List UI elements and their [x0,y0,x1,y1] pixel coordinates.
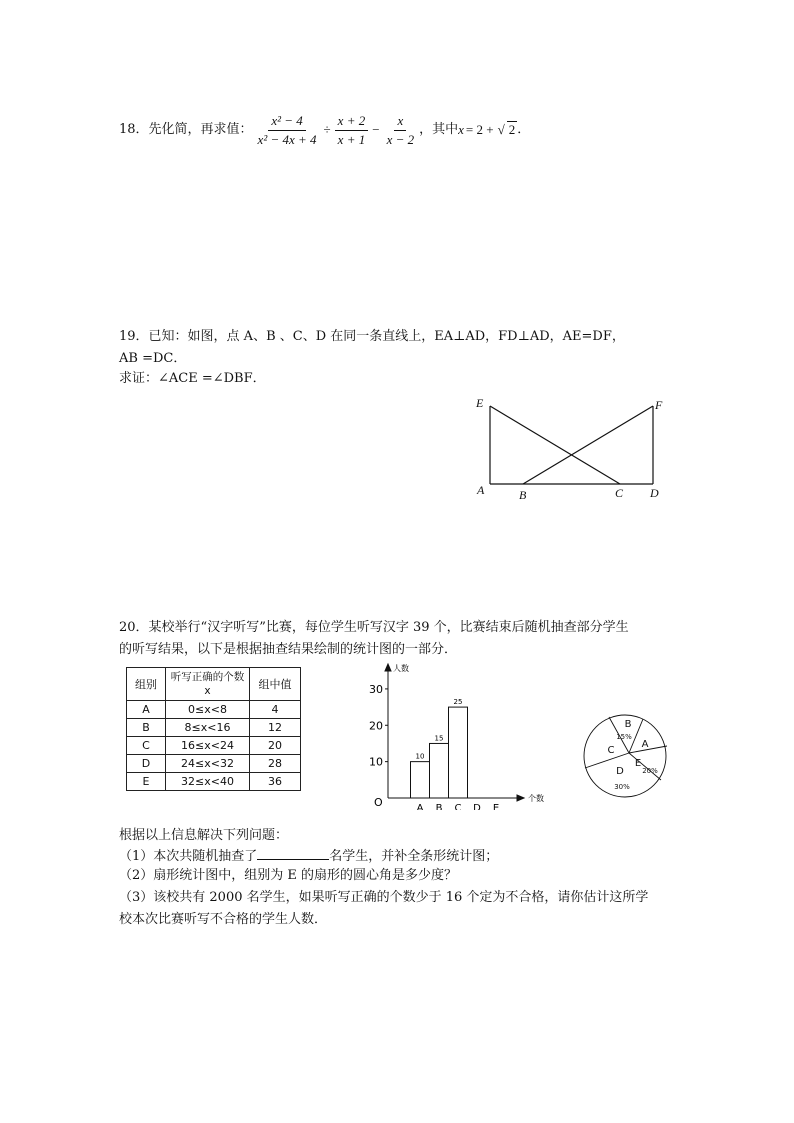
q18-frac1-denominator: x² − 4x + 4 [257,131,317,147]
q19-geometry-figure [470,392,670,504]
q20-sub1-part-b: 名学生，并补全条形统计图； [329,849,499,864]
segment-fb [523,406,653,484]
x-tick-label: E [492,803,500,810]
q18-condition-variable: x [458,122,464,137]
bar-value-label: 10 [415,752,425,761]
segment-ec [490,406,620,484]
y-tick-label: 20 [369,719,383,733]
point-label-c: C [615,486,624,500]
table-row [127,755,301,773]
table-cell: B [127,719,166,737]
bar-b [430,743,449,798]
table-row [127,773,301,791]
pie-percent-label: 15% [616,733,632,741]
q19-line-3: 求证：∠ACE =∠DBF． [119,371,266,386]
q18-frac1-numerator: x² − 4 [268,113,305,131]
table-row [127,737,301,755]
point-label-b: B [519,488,527,502]
table-cell: 24≤x<32 [166,755,250,773]
q19-line-1: 19．已知：如图，点 A、B 、C、D 在同一条直线上，EA⊥AD，FD⊥AD，AE=DF， [119,329,625,344]
table-cell: E [127,773,166,791]
q18-condition-text: ，其中 [419,122,459,137]
q20-sub-question-3-line-2: 校本次比赛听写不合格的学生人数． [119,912,328,927]
q18-sqrt: √ 2 [497,121,516,137]
q20-sub-question-2: （2）扇形统计图中，组别为 E 的扇形的圆心角是多少度？ [119,868,458,883]
pie-slice-label-d: D [616,766,624,777]
frequency-table [126,667,301,791]
q20-line-2: 的听写结果，以下是根据抽查结果绘制的统计图的一部分． [119,642,458,657]
x-tick-label: C [454,803,462,810]
q18-end: ． [517,122,531,137]
x-axis-label: 个数 [528,794,544,803]
q18-divide-sign: ÷ [323,122,331,137]
y-tick-label: 10 [369,755,383,769]
q20-sub-question-1 [119,846,498,867]
table-cell: 0≤x<8 [166,701,250,719]
table-header-cell: 组别 [127,668,166,701]
x-axis-arrow [517,795,524,801]
y-axis-arrow [385,664,391,671]
q18-fraction-3 [384,113,418,148]
bar-value-label: 15 [434,734,444,743]
table-cell: 16≤x<24 [166,737,250,755]
q18-fraction-2 [335,113,369,148]
pie-slice-label-c: C [607,745,615,756]
table-cell: A [127,701,166,719]
x-tick-label: B [435,803,443,810]
table-cell: 4 [250,701,301,719]
table-cell: D [127,755,166,773]
pie-chart [582,708,668,804]
table-row [127,719,301,737]
table-cell: 28 [250,755,301,773]
q18-prefix: 18．先化简，再求值： [119,122,253,137]
q18-frac3-numerator: x [394,113,406,131]
table-header-cell: 组中值 [250,668,301,701]
table-cell: 12 [250,719,301,737]
q18-line [119,114,530,146]
q18-frac2-numerator: x + 2 [335,113,369,131]
table-cell: 36 [250,773,301,791]
point-label-e: E [476,396,484,410]
y-tick-label: 30 [369,682,383,696]
q20-sub1-part-a: （1）本次共随机抽查了 [119,849,258,864]
table-cell: 32≤x<40 [166,773,250,791]
y-axis-label: 人数 [393,664,409,673]
pie-slice-label-a: A [641,739,649,750]
point-label-d: D [650,486,659,500]
q18-fraction-1 [255,113,320,148]
table-cell: 20 [250,737,301,755]
bar-a [411,762,430,798]
bar-chart [360,660,560,810]
q20-intro: 根据以上信息解决下列问题： [119,828,289,843]
q18-frac2-denominator: x + 1 [337,131,366,147]
point-label-f: F [655,398,663,412]
q18-frac3-denominator: x − 2 [386,131,415,147]
q18-sqrt-radicand: 2 [508,121,516,137]
q18-minus-sign: − [372,122,380,137]
point-label-a: A [477,483,485,497]
table-cell: C [127,737,166,755]
bar-value-label: 25 [453,698,463,707]
table-cell: 8≤x<16 [166,719,250,737]
pie-slice-label-e: E [634,758,642,769]
q19-line-2: AB =DC． [119,351,187,366]
table-header-cell: 听写正确的个数 x [166,668,250,701]
q18-condition-equals: = 2 + [465,122,494,137]
pie-percent-label: 20% [642,767,658,775]
answer-blank[interactable] [257,846,329,860]
table-row [127,701,301,719]
pie-percent-label: 30% [614,783,630,791]
q20-line-1: 20．某校举行“汉字听写”比赛，每位学生听写汉字 39 个，比赛结束后随机抽查部分学生 [119,620,629,635]
bar-c [449,707,468,798]
origin-label: O [374,796,383,809]
x-tick-label: A [416,803,424,810]
x-tick-label: D [473,803,481,810]
pie-slice-label-b: B [624,719,632,730]
table-header-row [127,668,301,701]
q20-sub-question-3-line-1: （3）该校共有 2000 名学生，如果听写正确的个数少于 16 个定为不合格，请你估计这所学 [119,890,649,905]
